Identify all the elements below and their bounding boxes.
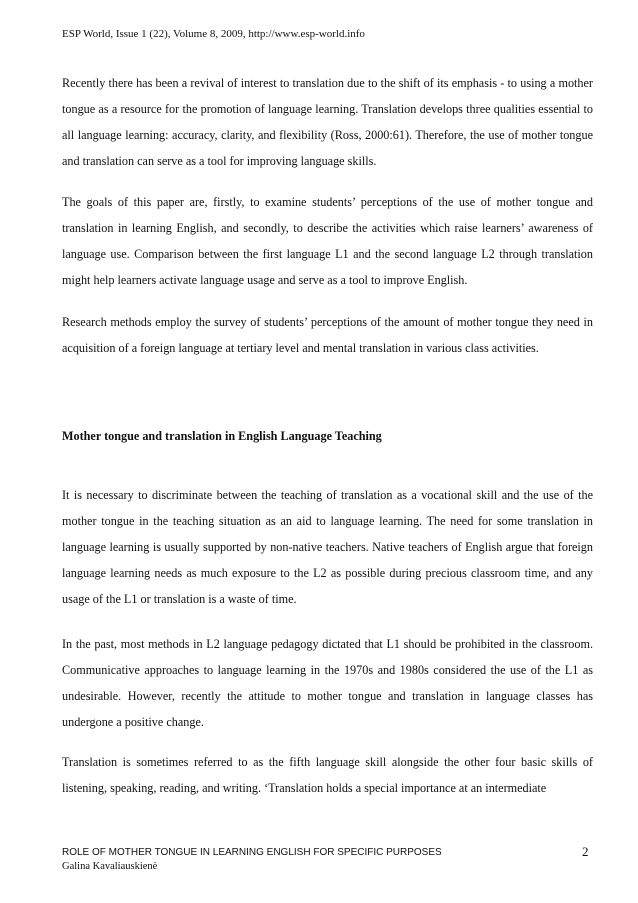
footer <box>62 846 442 874</box>
paragraph-history: In the past, most methods in L2 language pedagogy dictated that L1 should be prohibited in the classroom. Communicative approaches to language learning in the 1970s and 1980s considered the use of the L1 as undesirable. However, recently the attitude to mother tongue and translation in language classes has undergone a positive change. <box>62 637 593 729</box>
journal-citation-header: ESP World, Issue 1 (22), Volume 8, 2009, http://www.esp-world.info <box>62 28 365 40</box>
paragraph-fifth-skill: Translation is sometimes referred to as the fifth language skill alongside the other four basic skills of listening, speaking, reading, and writing. ‘Translation holds a special importance at an intermediate <box>62 755 593 795</box>
paragraph-methods: Research methods employ the survey of students’ perceptions of the amount of mother tongue they need in acquisition of a foreign language at tertiary level and mental translation in various class activities. <box>62 315 593 355</box>
section-heading: Mother tongue and translation in English Language Teaching <box>62 429 382 443</box>
paragraph-discrimination: It is necessary to discriminate between the teaching of translation as a vocational skill and the use of the mother tongue in the teaching situation as an aid to language learning. The need for some translation in language learning is usually supported by non-native teachers. Native teachers of English argue that foreign language learning needs as much exposure to the L2 as possible during precious classroom time, and any usage of the L1 or translation is a waste of time. <box>62 488 593 606</box>
page-number: 2 <box>582 844 589 859</box>
paragraph-intro: Recently there has been a revival of interest to translation due to the shift of its emphasis - to using a mother tongue as a resource for the promotion of language learning. Translation develops three qualities essential to all language learning: accuracy, clarity, and flexibility (Ross, 2000:61). Therefore, the use of mother tongue and translation can serve as a tool for improving language skills. <box>62 76 593 168</box>
footer-author: Galina Kavaliauskienė <box>62 861 158 872</box>
footer-title: ROLE OF MOTHER TONGUE IN LEARNING ENGLISH FOR SPECIFIC PURPOSES <box>62 847 442 858</box>
paragraph-goals: The goals of this paper are, firstly, to examine students’ perceptions of the use of mother tongue and translation in learning English, and secondly, to describe the activities which raise learners’ awareness of language use. Comparison between the first language L1 and the second language L2 through translation might help learners activate language usage and serve as a tool to improve English. <box>62 195 593 287</box>
